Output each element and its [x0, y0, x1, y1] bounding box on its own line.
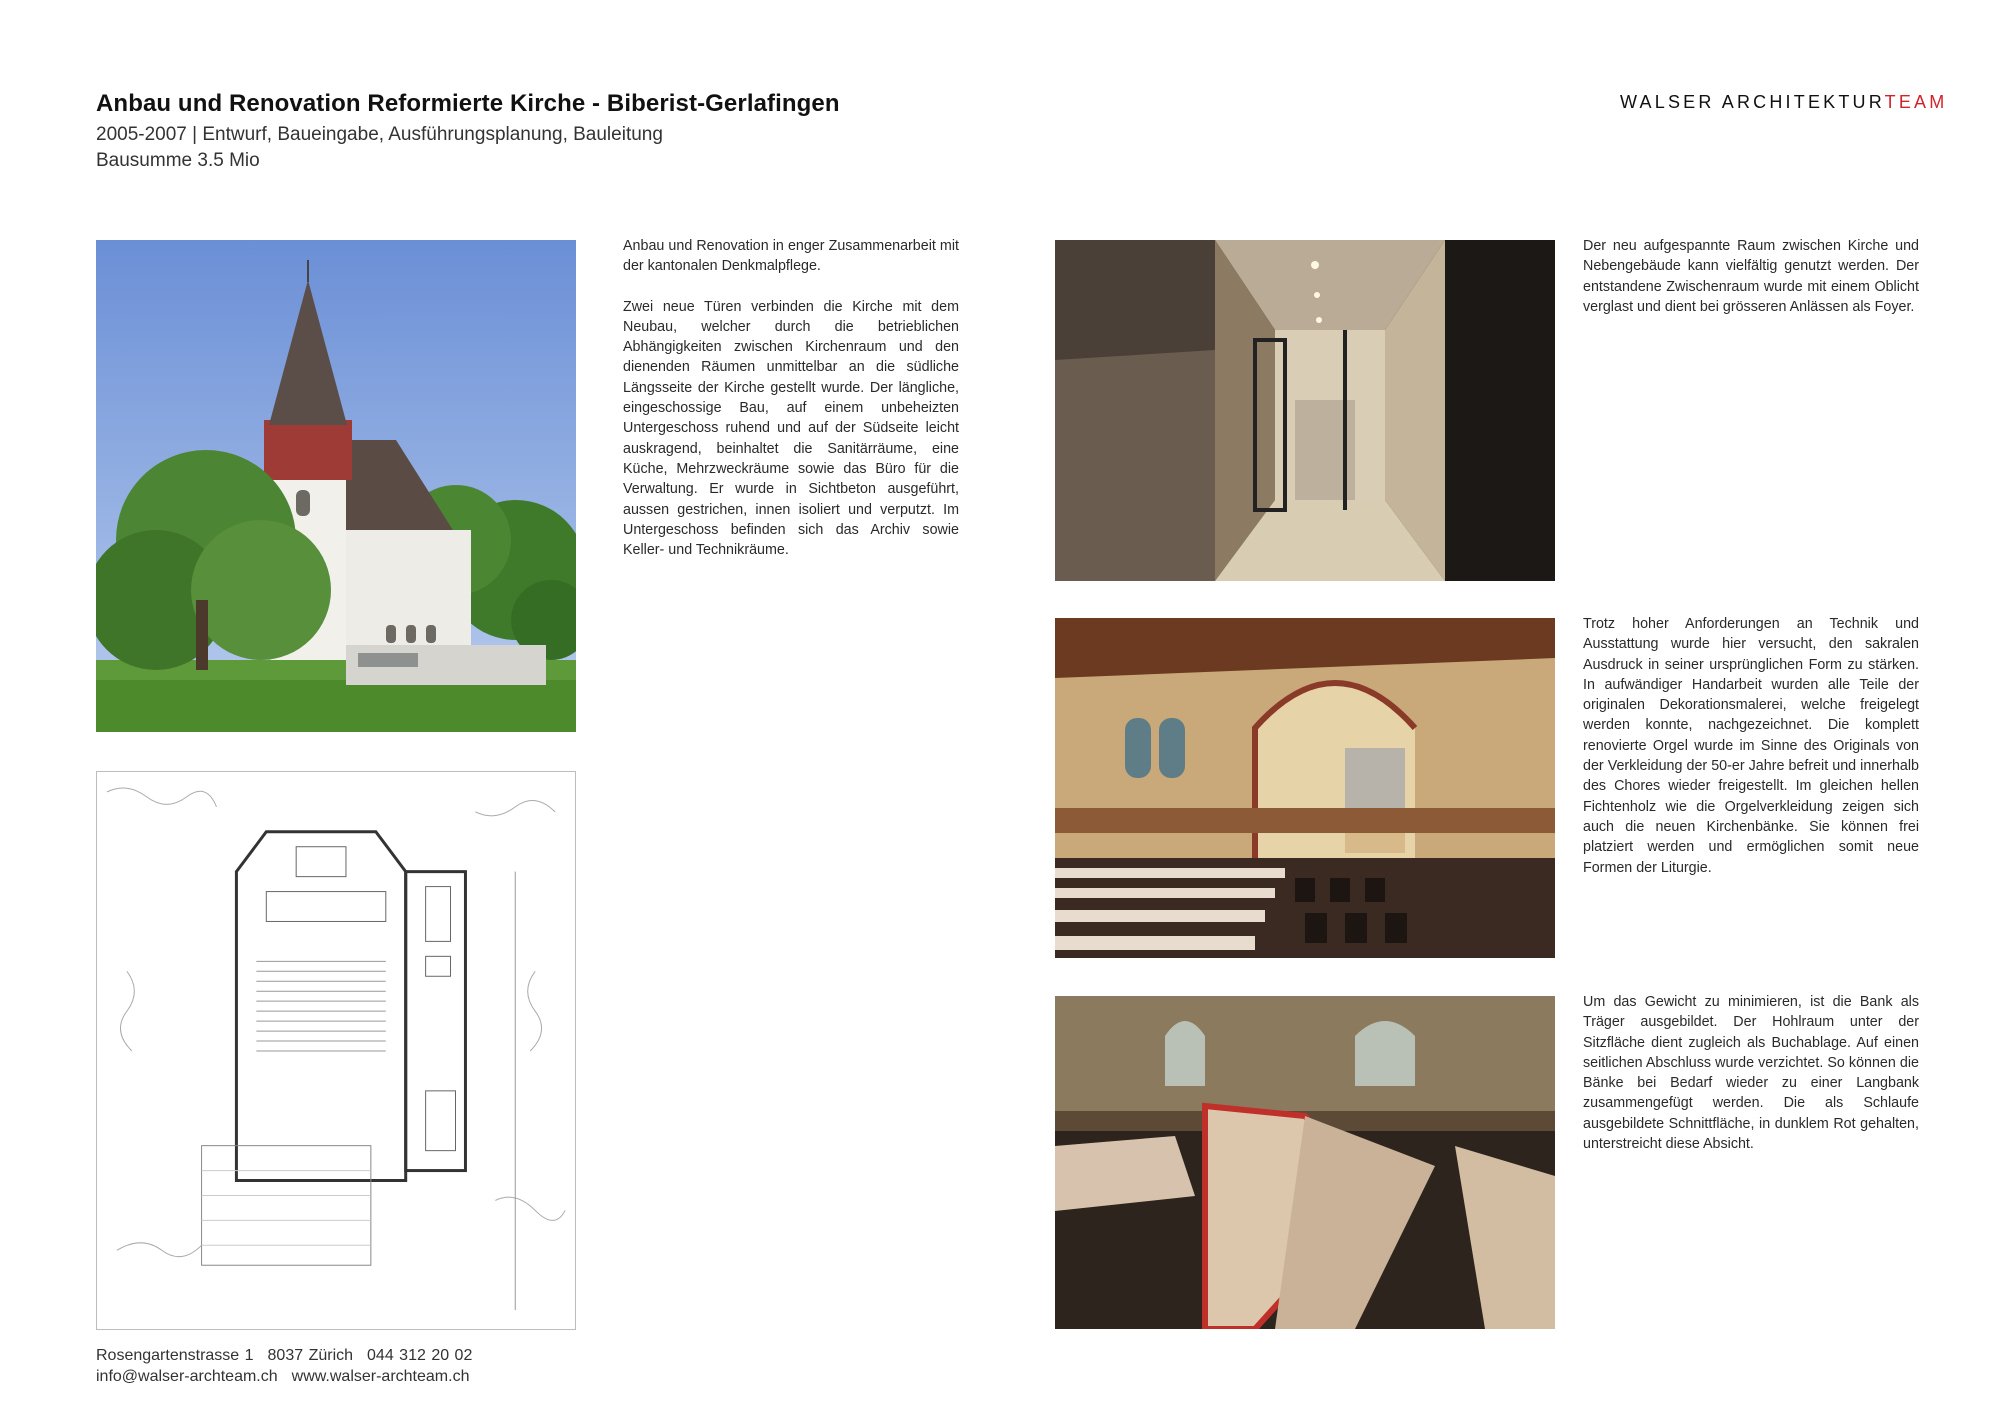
- footer-address: [96, 1347, 472, 1365]
- footer-city: 8037 Zürich: [267, 1347, 354, 1364]
- intro-paragraph-2: Zwei neue Türen verbinden die Kirche mit dem Neubau, welcher durch die betrieblichen Abhängigkeiten zwischen Kirchenraum und den dienenden Räumen unmittelbar an die südliche Längsseite der Kirche gestellt wurde. Der längliche, eingeschossige Bau, auf einem unbeheizten Untergeschoss ruhend und auf der Südseite leicht auskragend, beinhaltet die Sanitärräume, eine Küche, Mehrzweckräume sowie das Büro für die Verwaltung. Er wurde in Sichtbeton ausgeführt, aussen gestrichen, innen isoliert und verputzt. Im Untergeschoss befinden sich das Archiv sowie Keller- und Technikräume.: [623, 298, 959, 559]
- foyer-corridor-photo: [1055, 240, 1555, 581]
- logo-main-text: WALSER ARCHITEKTUR: [1620, 92, 1885, 112]
- project-budget: Bausumme 3.5 Mio: [96, 150, 260, 171]
- logo-accent-text: TEAM: [1884, 92, 1948, 112]
- page-title: Anbau und Renovation Reformierte Kirche - Biberist-Gerlafingen: [96, 90, 840, 117]
- intro-paragraph-1: Anbau und Renovation in enger Zusammenarbeit mit der kantonalen Denkmalpflege.: [623, 238, 959, 275]
- intro-text: [623, 236, 959, 580]
- interior-text: Trotz hoher Anforderungen an Technik und Ausstattung wurde hier versucht, den sakralen Ausdruck in seiner ursprünglichen Form zu stärken. In aufwändiger Handarbeit wurden alle Teile der originalen Dekorationsmalerei, welche freigelegt werden konnte, nachgezeichnet. Die komplett renovierte Orgel wurde im Sinne des Originals von der Verkleidung der 50-er Jahre befreit und innerhalb des Chores wieder freigestellt. Im gleichen hellen Fichtenholz wie die Orgelverkleidung zeigen sich auch die neuen Kirchenbänke. Sie können frei platziert werden und ermöglichen somit neue Formen der Liturgie.: [1583, 616, 1919, 876]
- church-benches-photo: [1055, 996, 1555, 1329]
- footer-web-link[interactable]: www.walser-archteam.ch: [291, 1368, 470, 1385]
- church-exterior-photo: [96, 240, 576, 732]
- footer-phone: 044 312 20 02: [367, 1347, 473, 1364]
- church-interior-photo: [1055, 618, 1555, 958]
- footer-contact: [96, 1368, 469, 1386]
- footer-email-link[interactable]: info@walser-archteam.ch: [96, 1368, 278, 1385]
- company-logo: [1620, 92, 1948, 113]
- floor-plan-drawing: [96, 771, 576, 1330]
- bench-text: Um das Gewicht zu minimieren, ist die Bank als Träger ausgebildet. Der Hohlraum unter der Sitzfläche dient zugleich als Buchablage. Auf einen seitlichen Abschluss wurde verzichtet. So können die Bänke bei Bedarf wieder zu einer Langbank zusammengefügt werden. Die als Schlaufe ausgebildete Schnittfläche, in dunklem Rot gehalten, unterstreicht diese Absicht.: [1583, 994, 1919, 1153]
- project-phases: 2005-2007 | Entwurf, Baueingabe, Ausführungsplanung, Bauleitung: [96, 124, 663, 145]
- footer-street: Rosengartenstrasse 1: [96, 1347, 254, 1364]
- foyer-text: Der neu aufgespannte Raum zwischen Kirche und Nebengebäude kann vielfältig genutzt werden. Der entstandene Zwischenraum wurde mit einem Oblicht verglast und dient bei grösseren Anlässen als Foyer.: [1583, 238, 1919, 315]
